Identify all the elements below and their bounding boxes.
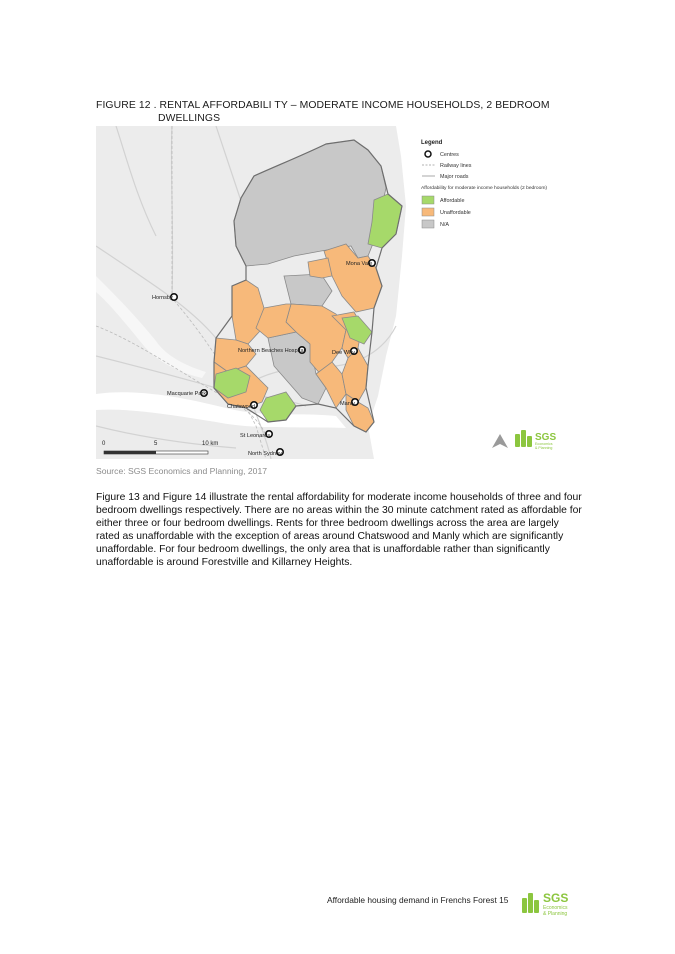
label-hornsby: Hornsby [152,295,173,301]
label-mona-vale: Mona Vale [346,261,373,267]
map-logo-sub2: & Planning [535,446,553,450]
map-legend [421,140,547,228]
label-dee-why: Dee Why [332,350,356,356]
legend-unaffordable-swatch [422,208,434,216]
legend-affordable: Affordable [440,198,465,204]
footer-logo-sub2: & Planning [543,911,568,917]
label-manly: Manly [340,401,355,407]
footer-logo-mark-icon [522,893,539,913]
affordability-map [96,126,564,459]
legend-affordable-swatch [422,196,434,204]
figure-title [96,99,566,125]
footer-logo-sub1: Economics [543,905,568,911]
scale-label-end: 10 km [202,441,219,447]
legend-category-heading: Affordability for moderate income households (2 bedroom) [421,186,548,191]
map-logo-sub1: Economics [535,442,553,446]
sgs-logo-mark-icon [515,430,532,447]
footer-logo-name: SGS [543,891,569,905]
legend-centres-icon [425,151,431,157]
map-canvas [96,126,564,459]
figure-title-line2: DWELLINGS [158,113,221,124]
scale-label-mid: 5 [154,441,158,447]
scale-label-start: 0 [102,441,106,447]
legend-centres: Centres [440,152,459,158]
figure-source: Source: SGS Economics and Planning, 2017 [96,466,268,476]
legend-roads: Major roads [440,174,469,180]
label-macquarie-park: Macquarie Park [167,391,207,397]
body-paragraph: Figure 13 and Figure 14 illustrate the rental affordability for moderate income households of three and four bedroom dwellings respectively. There are no areas within the 30 minute catchment rated as affordable for either three or four bedroom dwellings. Rents for three bedroom dwellings across the area are largely rated as unaffordable with the exception of areas around Chatswood and Manly which are significantly unaffordable. For four bedroom dwellings, the only area that is unaffordable rather than significantly unaffordable is around Forestville and Killarney Heights. [96,492,582,569]
legend-na: N/A [440,222,449,228]
map-sgs-logo [515,430,556,450]
page-footer-text: Affordable housing demand in Frenchs Forest 15 [327,895,509,905]
legend-unaffordable: Unaffordable [440,210,471,216]
legend-heading: Legend [421,140,443,146]
map-logo-name: SGS [535,432,557,443]
figure-title-line1: FIGURE 12 . RENTAL AFFORDABILI TY – MODERATE INCOME HOUSEHOLDS, 2 BEDROOM [96,100,550,111]
label-northern-beaches-hospital: Northern Beaches Hospital [238,348,305,354]
legend-na-swatch [422,220,434,228]
legend-railway: Railway lines [440,163,472,169]
label-north-sydney: North Sydney [248,451,282,457]
north-arrow-icon [492,434,508,448]
footer-sgs-logo [520,890,580,918]
label-chatswood: Chatswood [227,404,255,410]
label-st-leonards: St Leonards [240,433,271,439]
